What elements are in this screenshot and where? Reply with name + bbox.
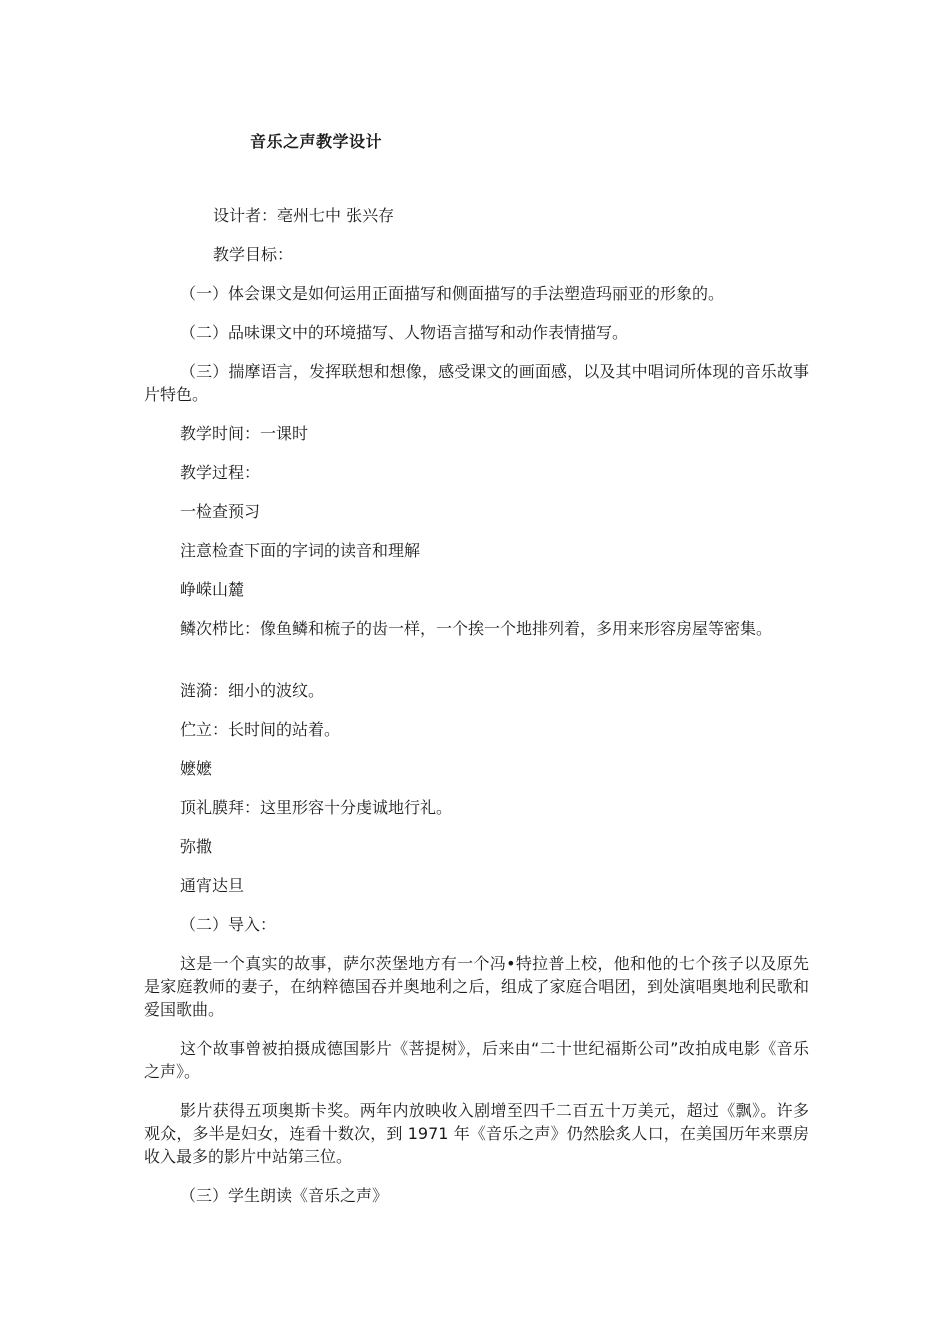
step-3-heading: （三）学生朗读《音乐之声》 — [180, 1186, 389, 1205]
goal-1: （一）体会课文是如何运用正面描写和侧面描写的手法塑造玛丽亚的形象的。 — [180, 284, 725, 303]
goals-heading: 教学目标： — [213, 245, 294, 264]
intro-paragraph-1: 这是一个真实的故事，萨尔茨堡地方有一个冯•特拉普上校，他和他的七个孩子以及原先是家庭教师的妻子，在纳粹德国吞并奥地利之后，组成了家庭合唱团，到处演唱奥地利民歌和爱国歌曲。 — [144, 954, 809, 1019]
word-item: 峥嵘山麓 — [180, 580, 245, 599]
word-item: 顶礼膜拜：这里形容十分虔诚地行礼。 — [180, 798, 453, 817]
goal-3: （三）揣摩语言，发挥联想和想像，感受课文的画面感，以及其中唱词所体现的音乐故事片特色。 — [144, 362, 809, 404]
document-title: 音乐之声教学设计 — [250, 132, 383, 151]
word-item: 涟漪：细小的波纹。 — [180, 681, 325, 700]
teaching-time: 教学时间：一课时 — [180, 424, 309, 443]
word-item: 弥撒 — [180, 837, 213, 856]
word-item: 伫立：长时间的站着。 — [180, 720, 341, 739]
author-line: 设计者：亳州七中 张兴存 — [213, 206, 395, 225]
word-item: 通宵达旦 — [180, 876, 245, 895]
process-heading: 教学过程： — [180, 463, 261, 482]
step-2-heading: （二）导入： — [180, 915, 277, 934]
word-item: 鳞次栉比：像鱼鳞和梳子的齿一样，一个挨一个地排列着，多用来形容房屋等密集。 — [180, 619, 773, 638]
step-1-heading: 一检查预习 — [180, 502, 261, 521]
intro-paragraph-2: 这个故事曾被拍摄成德国影片《菩提树》，后来由“二十世纪福斯公司”改拍成电影《音乐之声》。 — [144, 1039, 809, 1081]
step-1-note: 注意检查下面的字词的读音和理解 — [180, 541, 421, 560]
word-item: 嬷嬷 — [180, 759, 213, 778]
intro-paragraph-3: 影片获得五项奥斯卡奖。两年内放映收入剧增至四千二百五十万美元，超过《飘》。许多观众，多半是妇女，连看十数次，到 1971 年《音乐之声》仍然脍炙人口，在美国历年来票房收入最多的影片中站第三位。 — [144, 1101, 809, 1166]
goal-2: （二）品味课文中的环境描写、人物语言描写和动作表情描写。 — [180, 323, 629, 342]
